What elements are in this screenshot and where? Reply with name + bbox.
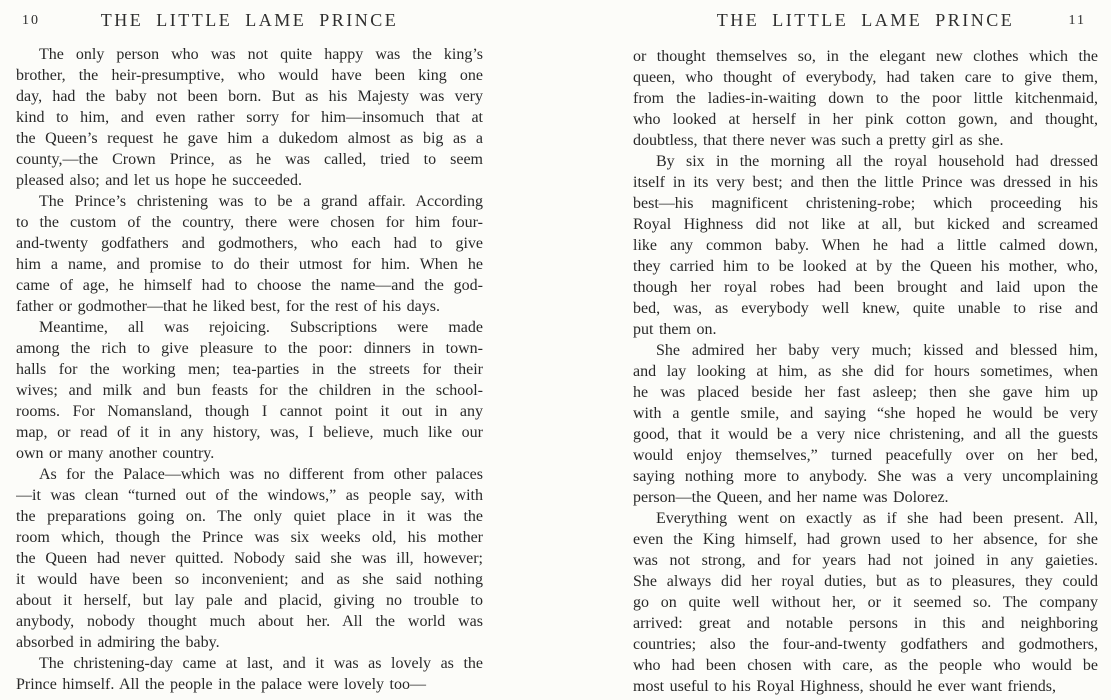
text-line: Royal Highness did not like at all, but kicked and screamed [633, 216, 1098, 233]
text-line: brother, the heir-presumptive, who would have been king one [16, 67, 483, 84]
running-title-left: THE LITTLE LAME PRINCE [100, 10, 399, 30]
text-line: the Queen’s request he gave him a dukedom almost as big as a [16, 130, 483, 147]
text-line: —it was clean “turned out of the windows,” as people say, with [16, 487, 483, 504]
text-line: him a name, and promise to do their utmost for him. When he [16, 256, 483, 273]
text-line: Everything went on exactly as if she had been present. All, [656, 510, 1098, 527]
text-line: person—the Queen, and her name was Dolorez. [633, 489, 949, 506]
text-line: best—his magnificent christening-robe; which proceeding his [633, 195, 1098, 212]
text-line: though her royal robes had been brought and laid upon the [633, 279, 1098, 296]
page-right [633, 0, 1098, 700]
text-line: By six in the morning all the royal household had dressed [656, 153, 1098, 170]
text-line: with a gentle smile, and saying “she hoped he would be very [633, 405, 1098, 422]
text-line: As for the Palace—which was no different from other palaces [39, 466, 483, 483]
text-line: Prince himself. All the people in the palace were lovely too— [16, 676, 426, 693]
text-line: he was placed beside her fast asleep; then she gave him up [633, 384, 1098, 401]
text-line: kind to him, and even rather sorry for him—insomuch that at [16, 109, 483, 126]
text-line: She always did her royal duties, but as to pleasures, they could [633, 573, 1098, 590]
running-head-left [16, 10, 483, 32]
text-line: wives; and milk and bun feasts for the children in the school- [16, 382, 483, 399]
text-line: good, that it would be a very nice christening, and all the guests [633, 426, 1098, 443]
text-line: countries; also the four-and-twenty godfathers and godmothers, [633, 636, 1098, 653]
text-line: day, had the baby not been born. But as his Majesty was very [16, 88, 483, 105]
text-line: put them on. [633, 321, 717, 338]
text-line: She admired her baby very much; kissed and blessed him, [656, 342, 1098, 359]
text-line: own or many another country. [16, 445, 215, 462]
text-line: even the King himself, had grown used to her absence, for she [633, 531, 1098, 548]
text-line: or thought themselves so, in the elegant new clothes which the [633, 48, 1098, 65]
text-line: about it herself, but lay pale and placid, giving no trouble to [16, 592, 483, 609]
text-line: the Queen had never quitted. Nobody said she was ill, however; [16, 550, 483, 567]
text-line: room which, though the Prince was six weeks old, his mother [16, 529, 483, 546]
running-title-right: THE LITTLE LAME PRINCE [716, 10, 1015, 30]
text-line: bed, was, as everybody well knew, quite unable to rise and [633, 300, 1098, 317]
text-line: saying nothing more to anybody. She was a very uncomplaining [633, 468, 1098, 485]
page-body-left [16, 44, 483, 695]
text-line: county,—the Crown Prince, as he was called, tried to seem [16, 151, 483, 168]
text-line: doubtless, that there never was such a pretty girl as she. [633, 132, 1004, 149]
text-line: go on quite well without her, or it seemed so. The company [633, 594, 1098, 611]
text-line: who looked at herself in her pink cotton gown, and thought, [633, 111, 1098, 128]
page-left [16, 0, 483, 700]
text-line: from the ladies-in-waiting down to the poor little kitchenmaid, [633, 90, 1098, 107]
text-line: rooms. For Nomansland, though I cannot point it out in any [16, 403, 483, 420]
text-line: the preparations going on. The only quiet place in it was the [16, 508, 483, 525]
text-line: map, or read of it in any history, was, I believe, much like our [16, 424, 483, 441]
text-line: halls for the working men; tea-parties in the streets for their [16, 361, 483, 378]
text-line: The only person who was not quite happy was the king’s [39, 46, 483, 63]
text-line: The christening-day came at last, and it was as lovely as the [39, 655, 483, 672]
running-head-right [633, 10, 1098, 32]
page-body-right [633, 46, 1098, 697]
text-line: they carried him to be looked at by the Queen his mother, who, [633, 258, 1098, 275]
text-line: most useful to his Royal Highness, should he ever want friends, [633, 678, 1056, 695]
text-line: who had been chosen with care, as the people who would be [633, 657, 1098, 674]
page-number-left: 10 [22, 13, 40, 28]
text-line: would enjoy themselves,” turned peacefully over on her bed, [633, 447, 1098, 464]
text-line: absorbed in admiring the baby. [16, 634, 220, 651]
text-line: to the custom of the country, there were chosen for him four- [16, 214, 483, 231]
text-line: queen, who thought of everybody, had taken care to give them, [633, 69, 1098, 86]
text-line: and-twenty godfathers and godmothers, who each had to give [16, 235, 483, 252]
text-line: and lay looking at him, as she did for hours sometimes, when [633, 363, 1098, 380]
text-line: itself in its very best; and then the little Prince was dressed in his [633, 174, 1098, 191]
text-line: like any common baby. When he had a little calmed down, [633, 237, 1098, 254]
text-line: among the rich to give pleasure to the poor: dinners in town- [16, 340, 483, 357]
text-line: Meantime, all was rejoicing. Subscriptions were made [39, 319, 483, 336]
text-line: was not strong, and for years had not joined in any gaieties. [633, 552, 1098, 569]
text-line: it would have been so inconvenient; and as she said nothing [16, 571, 483, 588]
text-line: arrived: great and notable persons in this and neighboring [633, 615, 1098, 632]
text-line: pleased also; and let us hope he succeeded. [16, 172, 302, 189]
text-line: anybody, nobody thought much about her. All the world was [16, 613, 483, 630]
text-line: came of age, he himself had to choose the name—and the god- [16, 277, 483, 294]
page-number-right: 11 [1068, 13, 1086, 28]
text-line: The Prince’s christening was to be a grand affair. According [39, 193, 483, 210]
text-line: father or godmother—that he liked best, for the rest of his days. [16, 298, 440, 315]
